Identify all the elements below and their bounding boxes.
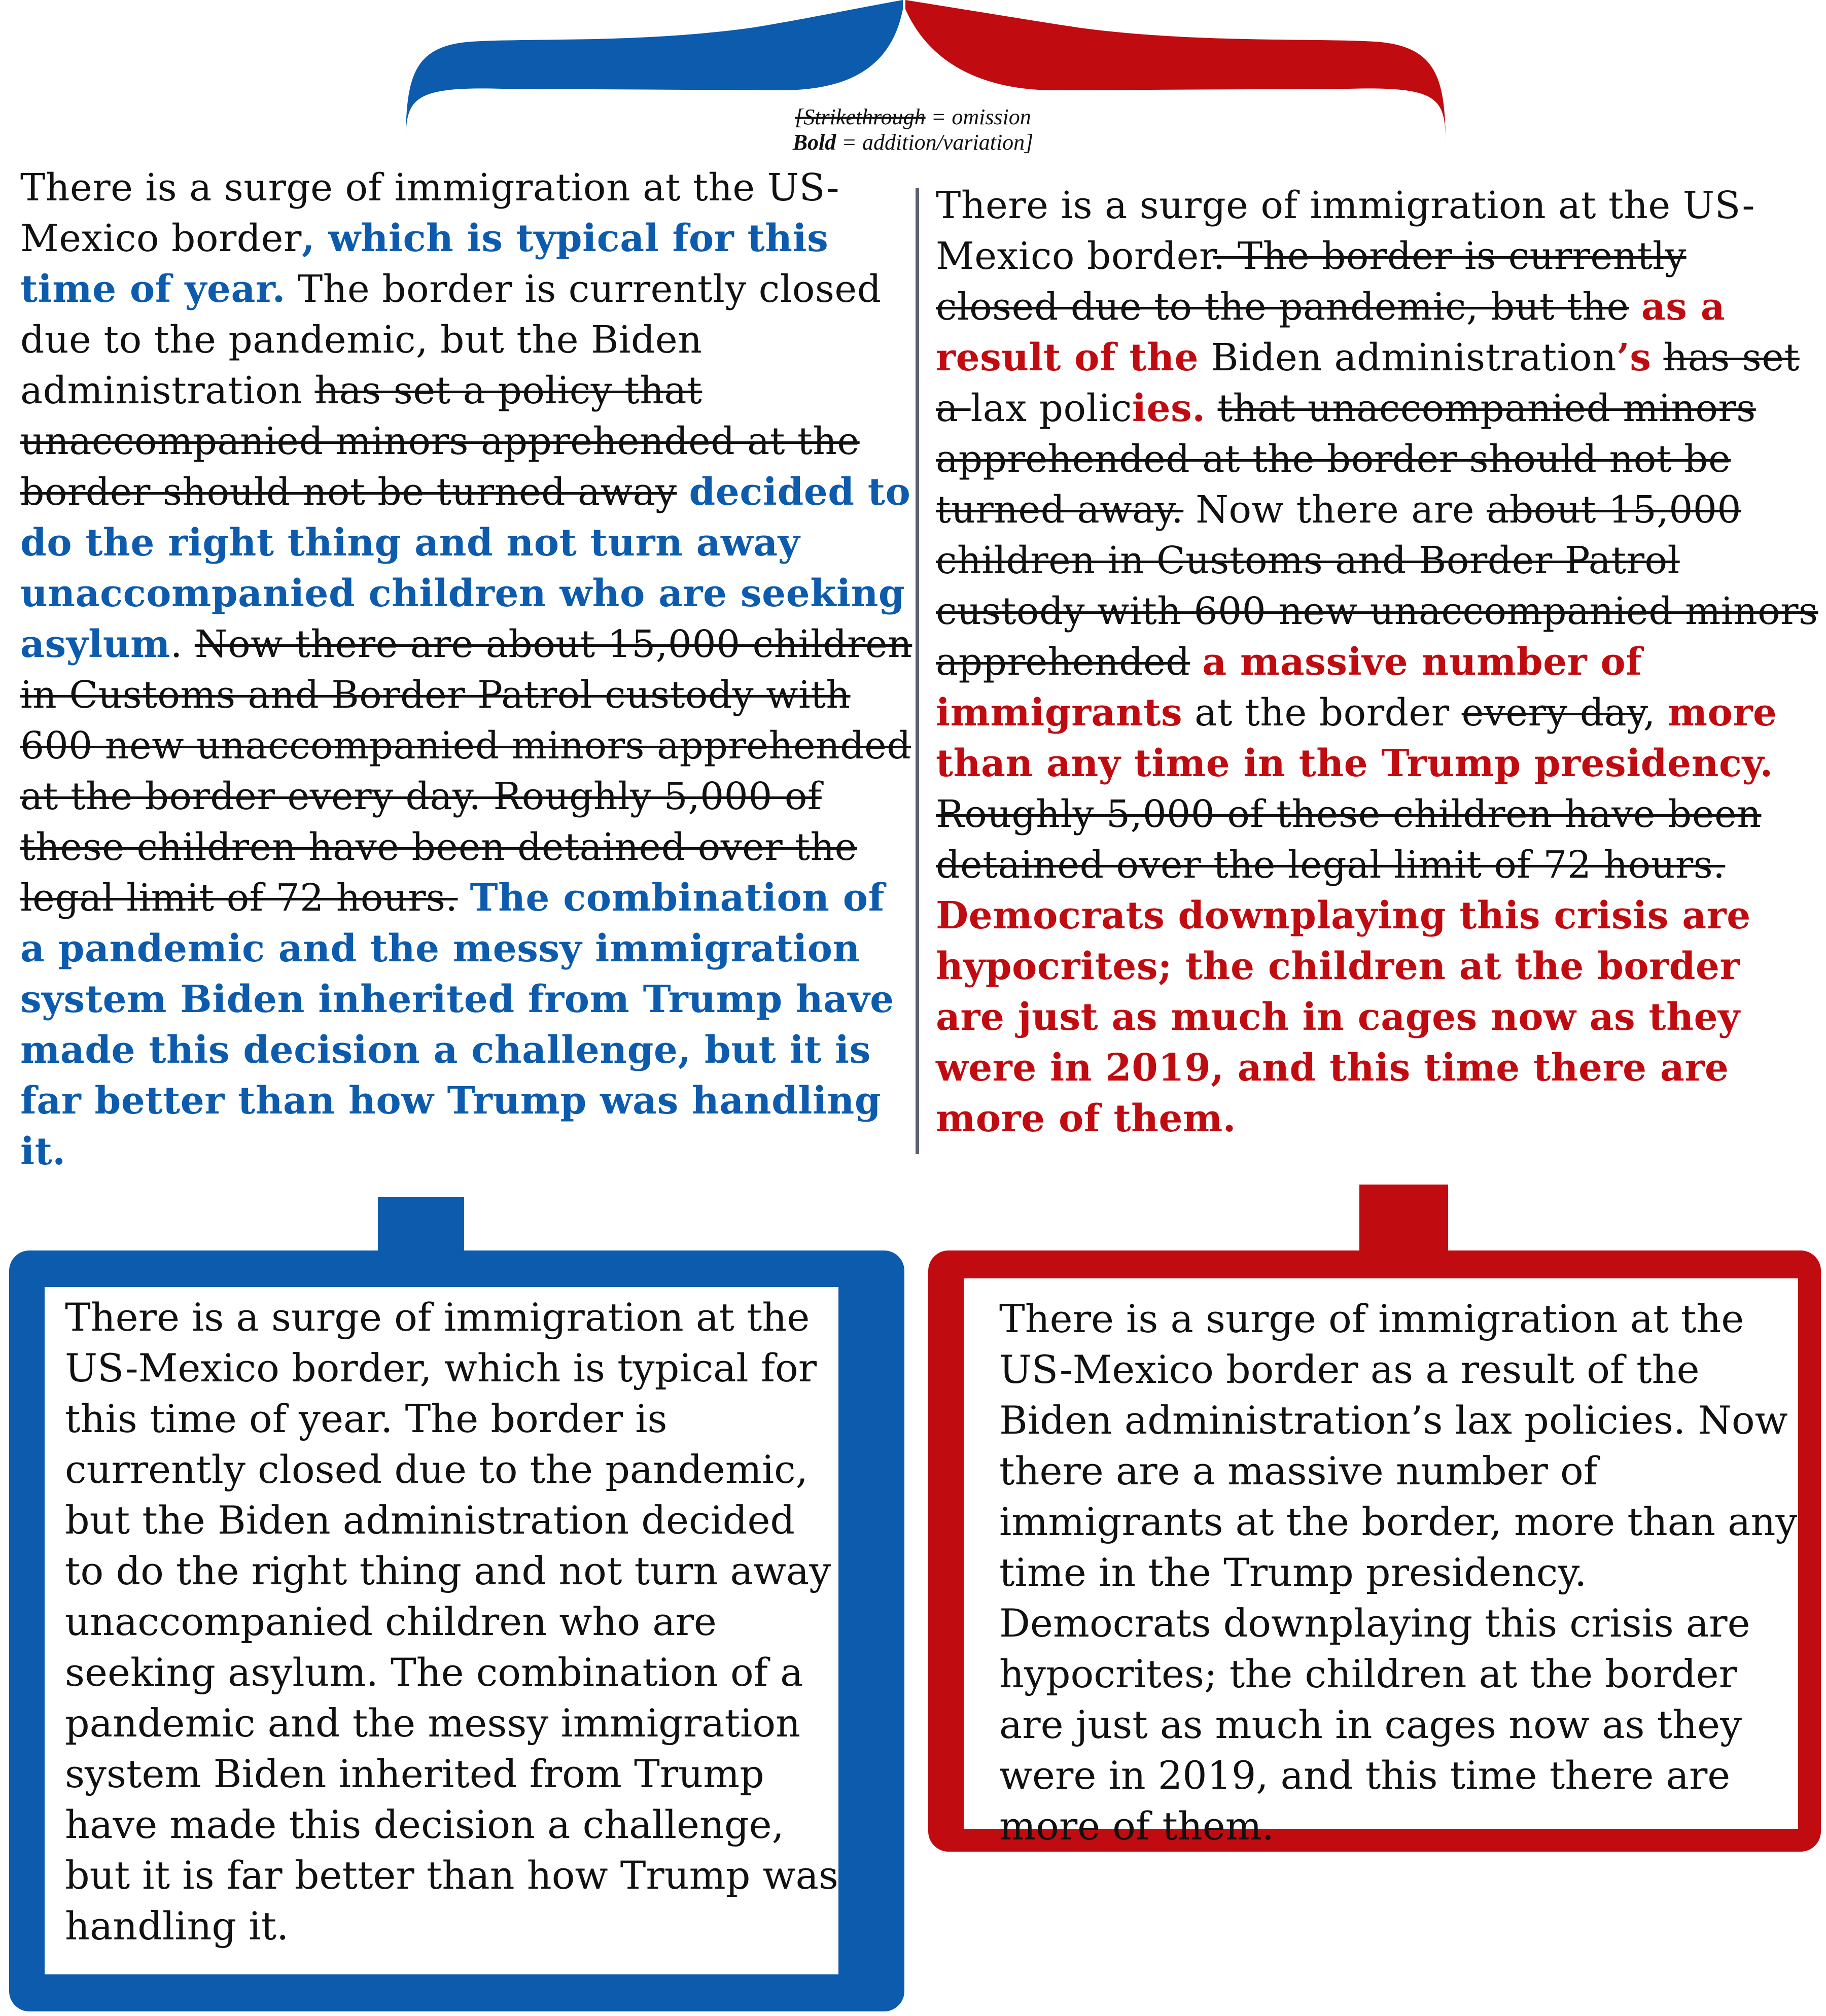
right-result-panel bbox=[964, 1278, 1798, 1849]
right-omission-segment: . The border is currently closed due to the pandemic, but the bbox=[936, 234, 1687, 329]
right-text-segment: Now there are bbox=[1183, 488, 1487, 532]
left-annotated-text bbox=[20, 162, 918, 1177]
blue-connector bbox=[378, 1197, 464, 1253]
right-text-segment bbox=[1190, 640, 1202, 684]
right-text-segment: There is a surge of immigration at the US-Mexico border bbox=[936, 184, 1755, 278]
right-text-segment bbox=[1651, 336, 1663, 379]
left-omission-segment: Now there are about 15,000 children in Customs and Border Patrol custody with 600 new unaccompanied minors apprehended at the border every day. Roughly 5,000 of these children have been detained over the legal limit of 72 hours. bbox=[20, 622, 912, 920]
right-text-segment: at the border bbox=[1182, 691, 1462, 735]
left-text-segment: . bbox=[170, 622, 195, 666]
right-addition-segment: more than any time in the Trump presidency. bbox=[936, 691, 1777, 785]
legend-bold-meaning: = addition/variation] bbox=[836, 130, 1034, 155]
left-text-segment: The border is currently closed due to the pandemic, but the Biden administration bbox=[20, 267, 882, 412]
left-result-text: There is a surge of immigration at the US-Mexico border, which is typical for this time of year. The border is currently closed due to the pandemic, but the Biden administration decided to do the right thing and not turn away unaccompanied children who are seeking asylum. The combination of a pandemic and the messy immigration system Biden inherited from Trump have made this decision a challenge, but it is far better than how Trump was handling it. bbox=[65, 1295, 838, 1949]
right-omission-segment: every day bbox=[1461, 691, 1643, 735]
right-text-segment: Biden administration bbox=[1199, 336, 1617, 379]
legend-bold-label: Bold bbox=[792, 130, 836, 155]
right-addition-segment: ies. bbox=[1132, 387, 1206, 430]
right-addition-segment: Democrats downplaying this crisis are hypocrites; the children at the border are just as much in cages now as they were in 2019, and this time there are more of them. bbox=[936, 894, 1751, 1140]
right-result-text: There is a surge of immigration at the US-Mexico border as a result of the Biden administration’s lax policies. Now there are a massive number of immigrants at the border, more than any time in the Trump presidency. Democrats downplaying this crisis are hypocrites; the children at the border are just as much in cages now as they were in 2019, and this time there are more of them. bbox=[999, 1296, 1798, 1849]
left-result-panel bbox=[45, 1287, 838, 1974]
left-omission-segment: has set a policy that unaccompanied minors apprehended at the border should not be turned away bbox=[20, 369, 860, 514]
left-addition-segment: The combination of a pandemic and the messy immigration system Biden inherited from Trump have made this decision a challenge, but it is far better than how Trump was handling it. bbox=[20, 876, 894, 1173]
right-addition-segment: ’s bbox=[1617, 336, 1652, 379]
left-text-segment bbox=[458, 876, 470, 920]
left-text-segment: There is a surge of immigration at the US-Mexico border bbox=[20, 166, 839, 260]
right-annotated-text bbox=[936, 180, 1821, 1144]
column-divider bbox=[916, 188, 919, 1154]
legend-strike-meaning: = omission bbox=[925, 105, 1031, 129]
right-result-box bbox=[928, 1250, 1821, 1852]
right-omission-segment: that unaccompanied minors apprehended at the border should not be turned away. bbox=[936, 387, 1756, 532]
right-omission-segment: has set a bbox=[936, 336, 1800, 430]
left-result-box bbox=[9, 1250, 904, 2011]
right-addition-segment: as a result of the bbox=[936, 285, 1726, 379]
right-text-segment bbox=[1629, 285, 1641, 329]
right-omission-segment: Roughly 5,000 of these children have been detained over the legal limit of 72 hours. bbox=[936, 792, 1762, 887]
legend-strike-label: [Strikethrough bbox=[795, 105, 926, 129]
right-omission-segment: about 15,000 children in Customs and Border Patrol custody with 600 new unaccompanied minors apprehended bbox=[936, 488, 1818, 684]
legend bbox=[761, 105, 1065, 155]
right-text-segment: , bbox=[1643, 691, 1668, 735]
left-addition-segment: , which is typical for this time of year. bbox=[20, 217, 829, 311]
red-connector bbox=[1359, 1185, 1448, 1253]
right-addition-segment: a massive number of immigrants bbox=[936, 640, 1642, 735]
left-text-segment bbox=[677, 470, 689, 514]
right-text-segment bbox=[1206, 387, 1218, 430]
right-text-segment: lax polic bbox=[970, 387, 1132, 430]
left-addition-segment: decided to do the right thing and not turn away unaccompanied children who are seeking asylum bbox=[20, 470, 911, 666]
